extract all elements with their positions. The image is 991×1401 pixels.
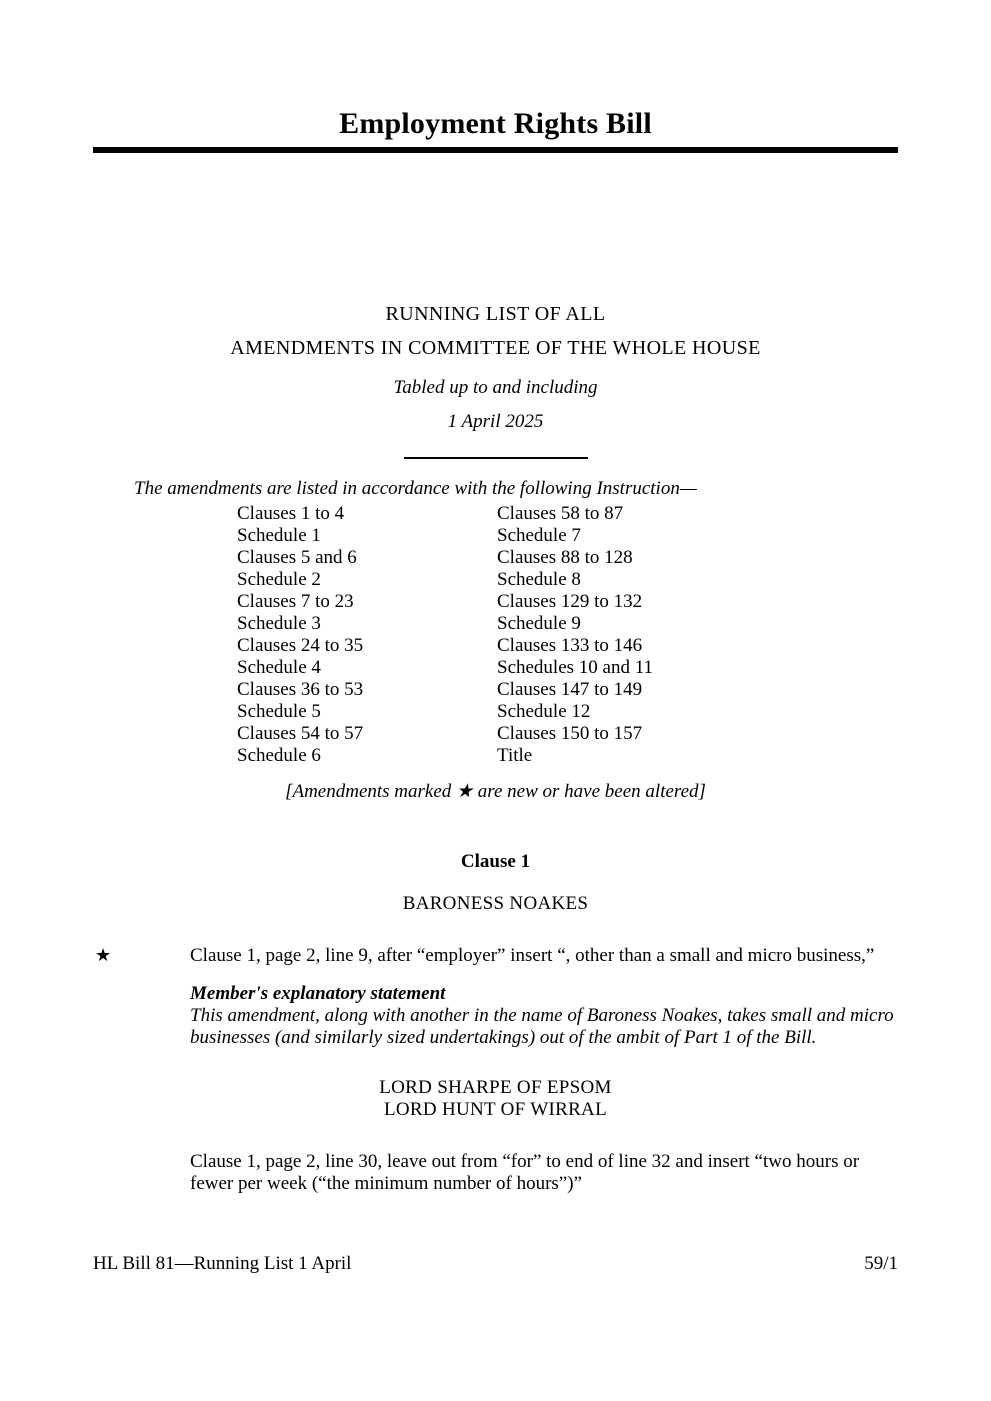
instruction-item: Schedule 4 [237,657,321,678]
running-list-heading: RUNNING LIST OF ALL [385,303,606,325]
instruction-item: Clauses 54 to 57 [237,723,364,744]
instruction-left-column [237,503,497,767]
instruction-item: Clauses 1 to 4 [237,503,345,524]
star-legend: [Amendments marked ★ are new or have been altered] [285,781,706,802]
instruction-item: Clauses 7 to 23 [237,591,354,612]
explanatory-heading: Member's explanatory statement [190,983,446,1004]
instruction-item: Schedule 7 [497,525,581,546]
instruction-item: Clauses 88 to 128 [497,547,633,568]
instruction-item: Clauses 129 to 132 [497,591,643,612]
instruction-item: Schedule 12 [497,701,591,722]
amendment-2-sponsors [93,1077,898,1121]
amendment-2-text: Clause 1, page 2, line 30, leave out from “for” to end of line 32 and insert “two hours or fewer per week (“the minimum number of hours”)” [190,1151,860,1194]
sponsor-lord-hunt: LORD HUNT OF WIRRAL [384,1099,607,1120]
tabled-date: 1 April 2025 [447,411,544,432]
instruction-item: Clauses 133 to 146 [497,635,643,656]
bill-title: Employment Rights Bill [339,107,652,140]
instruction-item: Schedule 3 [237,613,321,634]
instruction-item: Clauses 150 to 157 [497,723,643,744]
instruction-item: Clauses 24 to 35 [237,635,364,656]
instruction-item: Schedule 5 [237,701,321,722]
new-amendment-star-icon: ★ [95,945,112,966]
instruction-item: Schedule 2 [237,569,321,590]
footer-page-number: 59/1 [864,1253,898,1274]
amendment-1 [93,945,898,967]
instruction-item: Schedule 8 [497,569,581,590]
instruction-right-column [497,503,757,767]
footer-bill-reference: HL Bill 81—Running List 1 April [93,1253,352,1274]
instruction-item: Clauses 36 to 53 [237,679,364,700]
page-footer [93,1253,898,1275]
instruction-item: Schedule 1 [237,525,321,546]
separator-rule [404,457,588,459]
instruction-item: Schedule 9 [497,613,581,634]
tabled-note: Tabled up to and including [393,377,598,398]
explanatory-statement [190,983,898,1049]
instruction-item: Clauses 147 to 149 [497,679,643,700]
sponsor-lord-sharpe: LORD SHARPE OF EPSOM [379,1077,612,1098]
title-double-rule [93,147,898,153]
explanatory-text: This amendment, along with another in the name of Baroness Noakes, takes small and micro businesses (and similarly sized undertakings) out of the ambit of Part 1 of the Bill. [190,1005,894,1048]
instruction-item: Schedules 10 and 11 [497,657,654,678]
instruction-columns [237,503,898,767]
clause-1-heading: Clause 1 [460,851,531,872]
amendment-1-text: Clause 1, page 2, line 9, after “employer” insert “, other than a small and micro business,” [190,945,875,966]
instruction-item: Title [497,745,533,766]
committee-heading: AMENDMENTS IN COMMITTEE OF THE WHOLE HOUSE [230,337,761,359]
sponsor-baroness-noakes: BARONESS NOAKES [402,893,589,914]
instruction-item: Schedule 6 [237,745,321,766]
instruction-item: Clauses 58 to 87 [497,503,624,524]
instruction-item: Clauses 5 and 6 [237,547,357,568]
instruction-intro: The amendments are listed in accordance with the following Instruction— [134,478,697,499]
